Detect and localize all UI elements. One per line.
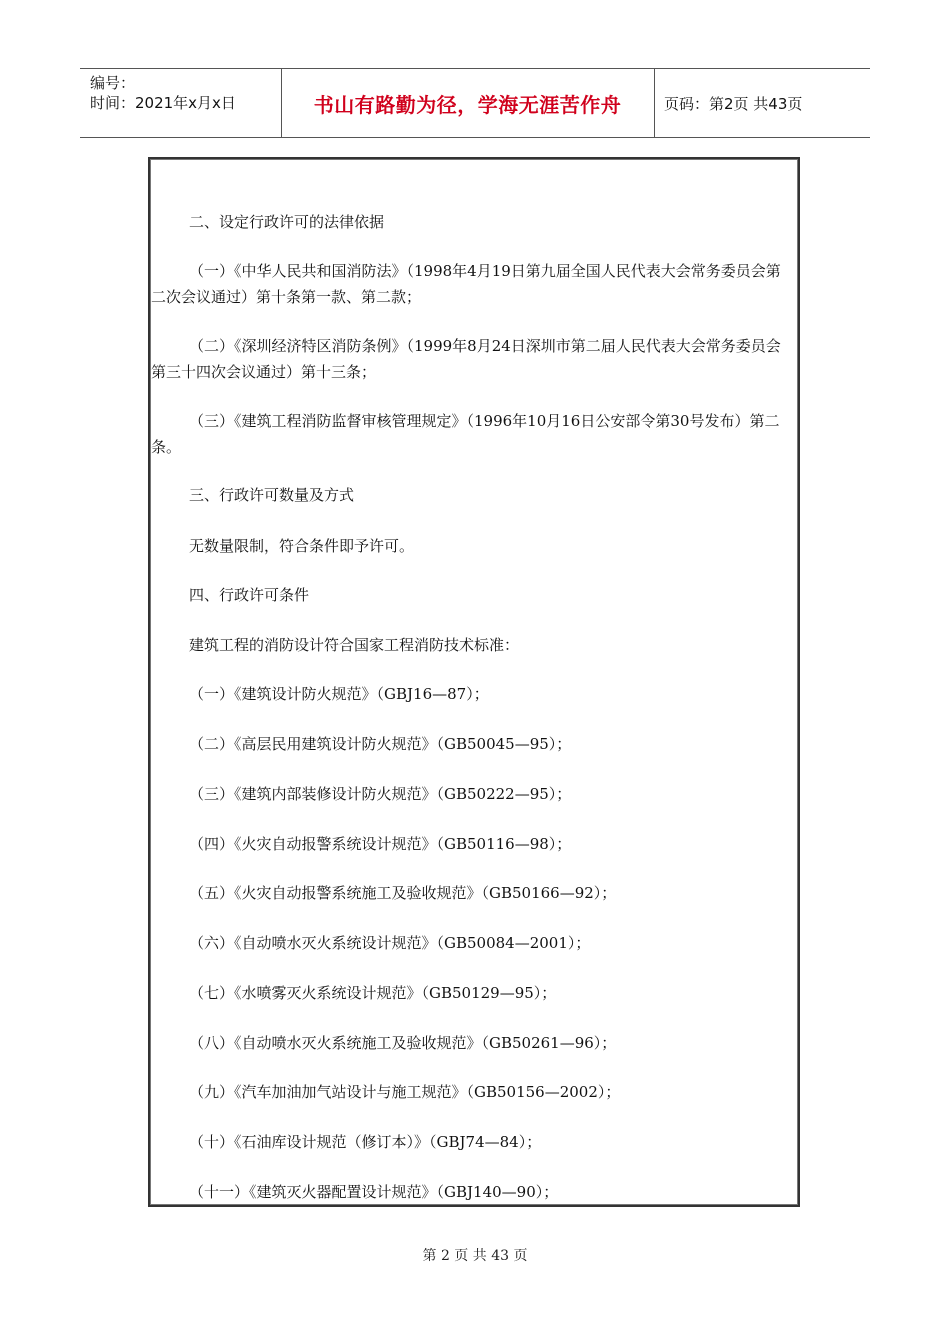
section-heading: 三、行政许可数量及方式 [189, 486, 355, 504]
standard-list-item: （五）《火灾自动报警系统施工及验收规范》（GB50166—92）； [189, 884, 617, 902]
standard-list-item: （十一）《建筑灭火器配置设计规范》（GBJ140—90）； [189, 1183, 559, 1201]
header-motto: 书山有路勤为径，学海无涯苦作舟 [313, 92, 622, 117]
body-text: 无数量限制，符合条件即予许可。 [189, 537, 415, 555]
page-header [80, 68, 870, 138]
standard-list-item: （三）《建筑内部装修设计防火规范》（GB50222—95）； [189, 785, 572, 803]
page-footer: 第 2 页 共 43 页 [422, 1248, 528, 1264]
document-number-label: 编号： [90, 74, 136, 92]
standard-list-item: （九）《汽车加油加气站设计与施工规范》（GB50156—2002）； [189, 1083, 621, 1101]
standard-list-item: （八）《自动喷水灭火系统施工及验收规范》（GB50261—96）； [189, 1034, 617, 1052]
header-divider [654, 69, 655, 137]
section-heading: 四、行政许可条件 [189, 586, 310, 604]
body-text: 建筑工程的消防设计符合国家工程消防技术标准： [189, 636, 520, 654]
document-time-label: 时间：2021年x月x日 [90, 94, 236, 112]
standard-list-item: （一）《建筑设计防火规范》（GBJ16—87）； [189, 685, 489, 703]
standard-list-item: （六）《自动喷水灭火系统设计规范》（GB50084—2001）； [189, 934, 591, 952]
legal-basis-item: （一）《中华人民共和国消防法》（1998年4月19日第九届全国人民代表大会常务委员会第二次会议通过）第十条第一款、第二款； [151, 262, 781, 306]
header-page-info: 页码：第2页 共43页 [664, 94, 803, 113]
standard-list-item: （七）《水喷雾灭火系统设计规范》（GB50129—95）； [189, 984, 557, 1002]
legal-basis-item: （二）《深圳经济特区消防条例》（1999年8月24日深圳市第二届人民代表大会常务委员会第三十四次会议通过）第十三条； [151, 337, 781, 381]
standard-list-item: （二）《高层民用建筑设计防火规范》（GB50045—95）； [189, 735, 572, 753]
standard-list-item: （四）《火灾自动报警系统设计规范》（GB50116—98）； [189, 835, 572, 853]
section-heading: 二、设定行政许可的法律依据 [189, 213, 385, 231]
legal-basis-item: （三）《建筑工程消防监督审核管理规定》（1996年10月16日公安部令第30号发布）第二条。 [151, 412, 780, 456]
header-meta [90, 73, 236, 113]
standard-list-item: （十）《石油库设计规范（修订本）》（GBJ74—84）； [189, 1133, 542, 1151]
